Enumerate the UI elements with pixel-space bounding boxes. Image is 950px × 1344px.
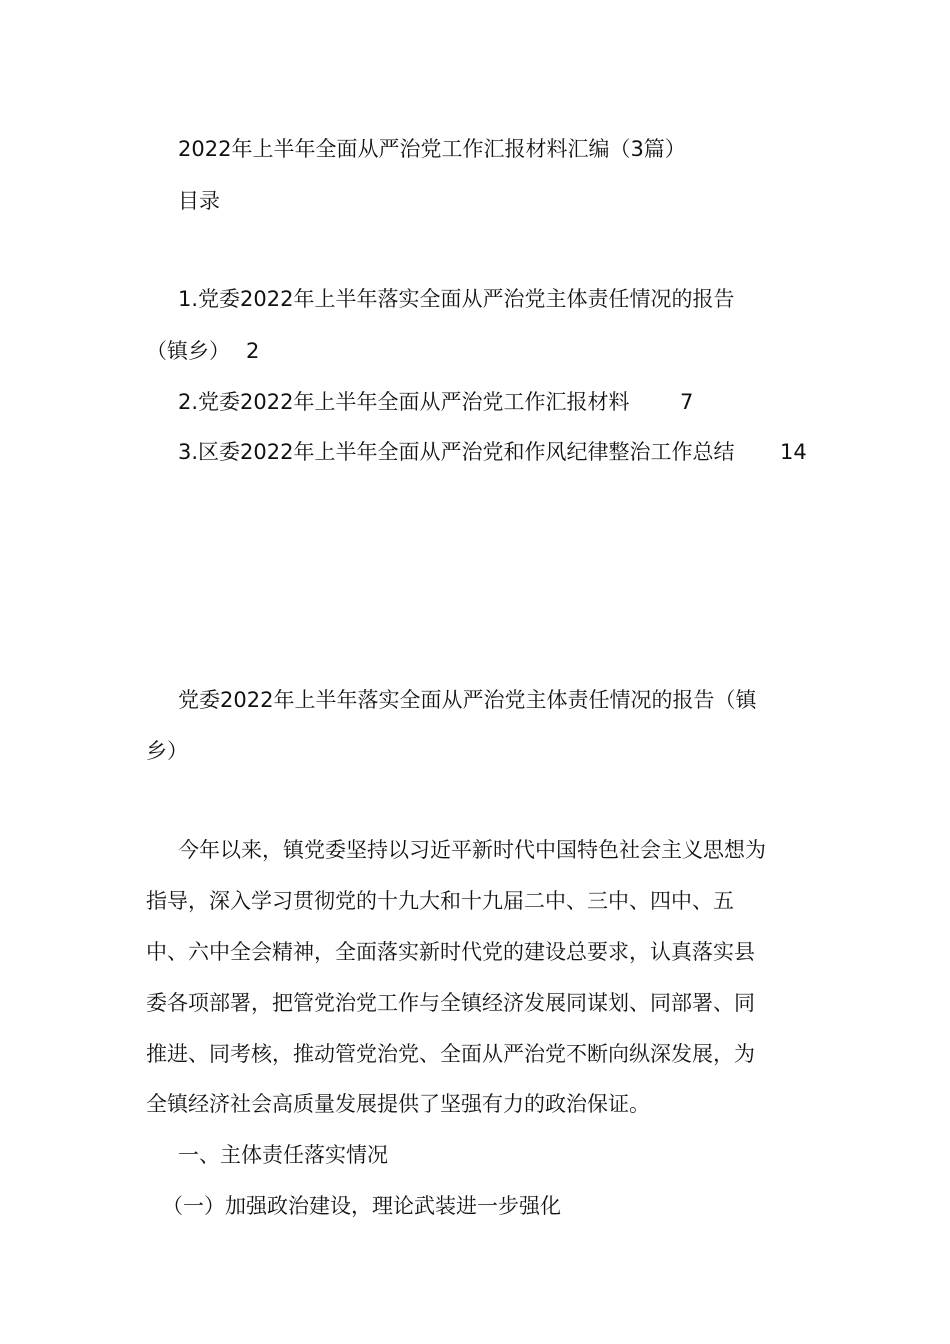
article-title: 党委2022年上半年落实全面从严治党主体责任情况的报告（镇 — [178, 688, 757, 712]
section-heading: 一、主体责任落实情况 — [178, 1143, 388, 1167]
paragraph-line: 指导，深入学习贯彻党的十九大和十九届二中、三中、四中、五 — [146, 889, 734, 913]
toc-heading: 目录 — [178, 189, 220, 213]
paragraph-line: 中、六中全会精神，全面落实新时代党的建设总要求，认真落实县 — [146, 940, 755, 964]
toc-entry-title: 1.党委2022年上半年落实全面从严治党主体责任情况的报告 — [178, 287, 735, 311]
toc-entry-title-wrap: （镇乡） — [146, 339, 230, 363]
toc-page-number: 2 — [246, 339, 260, 363]
paragraph-line: 今年以来，镇党委坚持以习近平新时代中国特色社会主义思想为 — [178, 838, 766, 862]
paragraph-line: 全镇经济社会高质量发展提供了坚强有力的政治保证。 — [146, 1092, 650, 1116]
toc-entry-title: 3.区委2022年上半年全面从严治党和作风纪律整治工作总结 — [178, 440, 735, 464]
toc-page-number: 7 — [680, 390, 694, 414]
toc-entry-title: 2.党委2022年上半年全面从严治党工作汇报材料 — [178, 390, 630, 414]
document-title: 2022年上半年全面从严治党工作汇报材料汇编（3篇） — [178, 137, 686, 161]
toc-entry-title-continued — [146, 336, 259, 366]
paragraph-line: 推进、同考核，推动管党治党、全面从严治党不断向纵深发展，为 — [146, 1042, 755, 1066]
paragraph-line: 委各项部署，把管党治党工作与全镇经济发展同谋划、同部署、同 — [146, 991, 755, 1015]
toc-page-number: 14 — [780, 440, 807, 464]
toc-entry-1[interactable] — [178, 284, 808, 314]
toc-entry-3[interactable] — [178, 437, 808, 467]
subsection-heading: （一）加强政治建设，理论武装进一步强化 — [162, 1194, 561, 1218]
article-title-continued: 乡） — [146, 739, 188, 763]
toc-entry-2[interactable] — [178, 387, 808, 417]
